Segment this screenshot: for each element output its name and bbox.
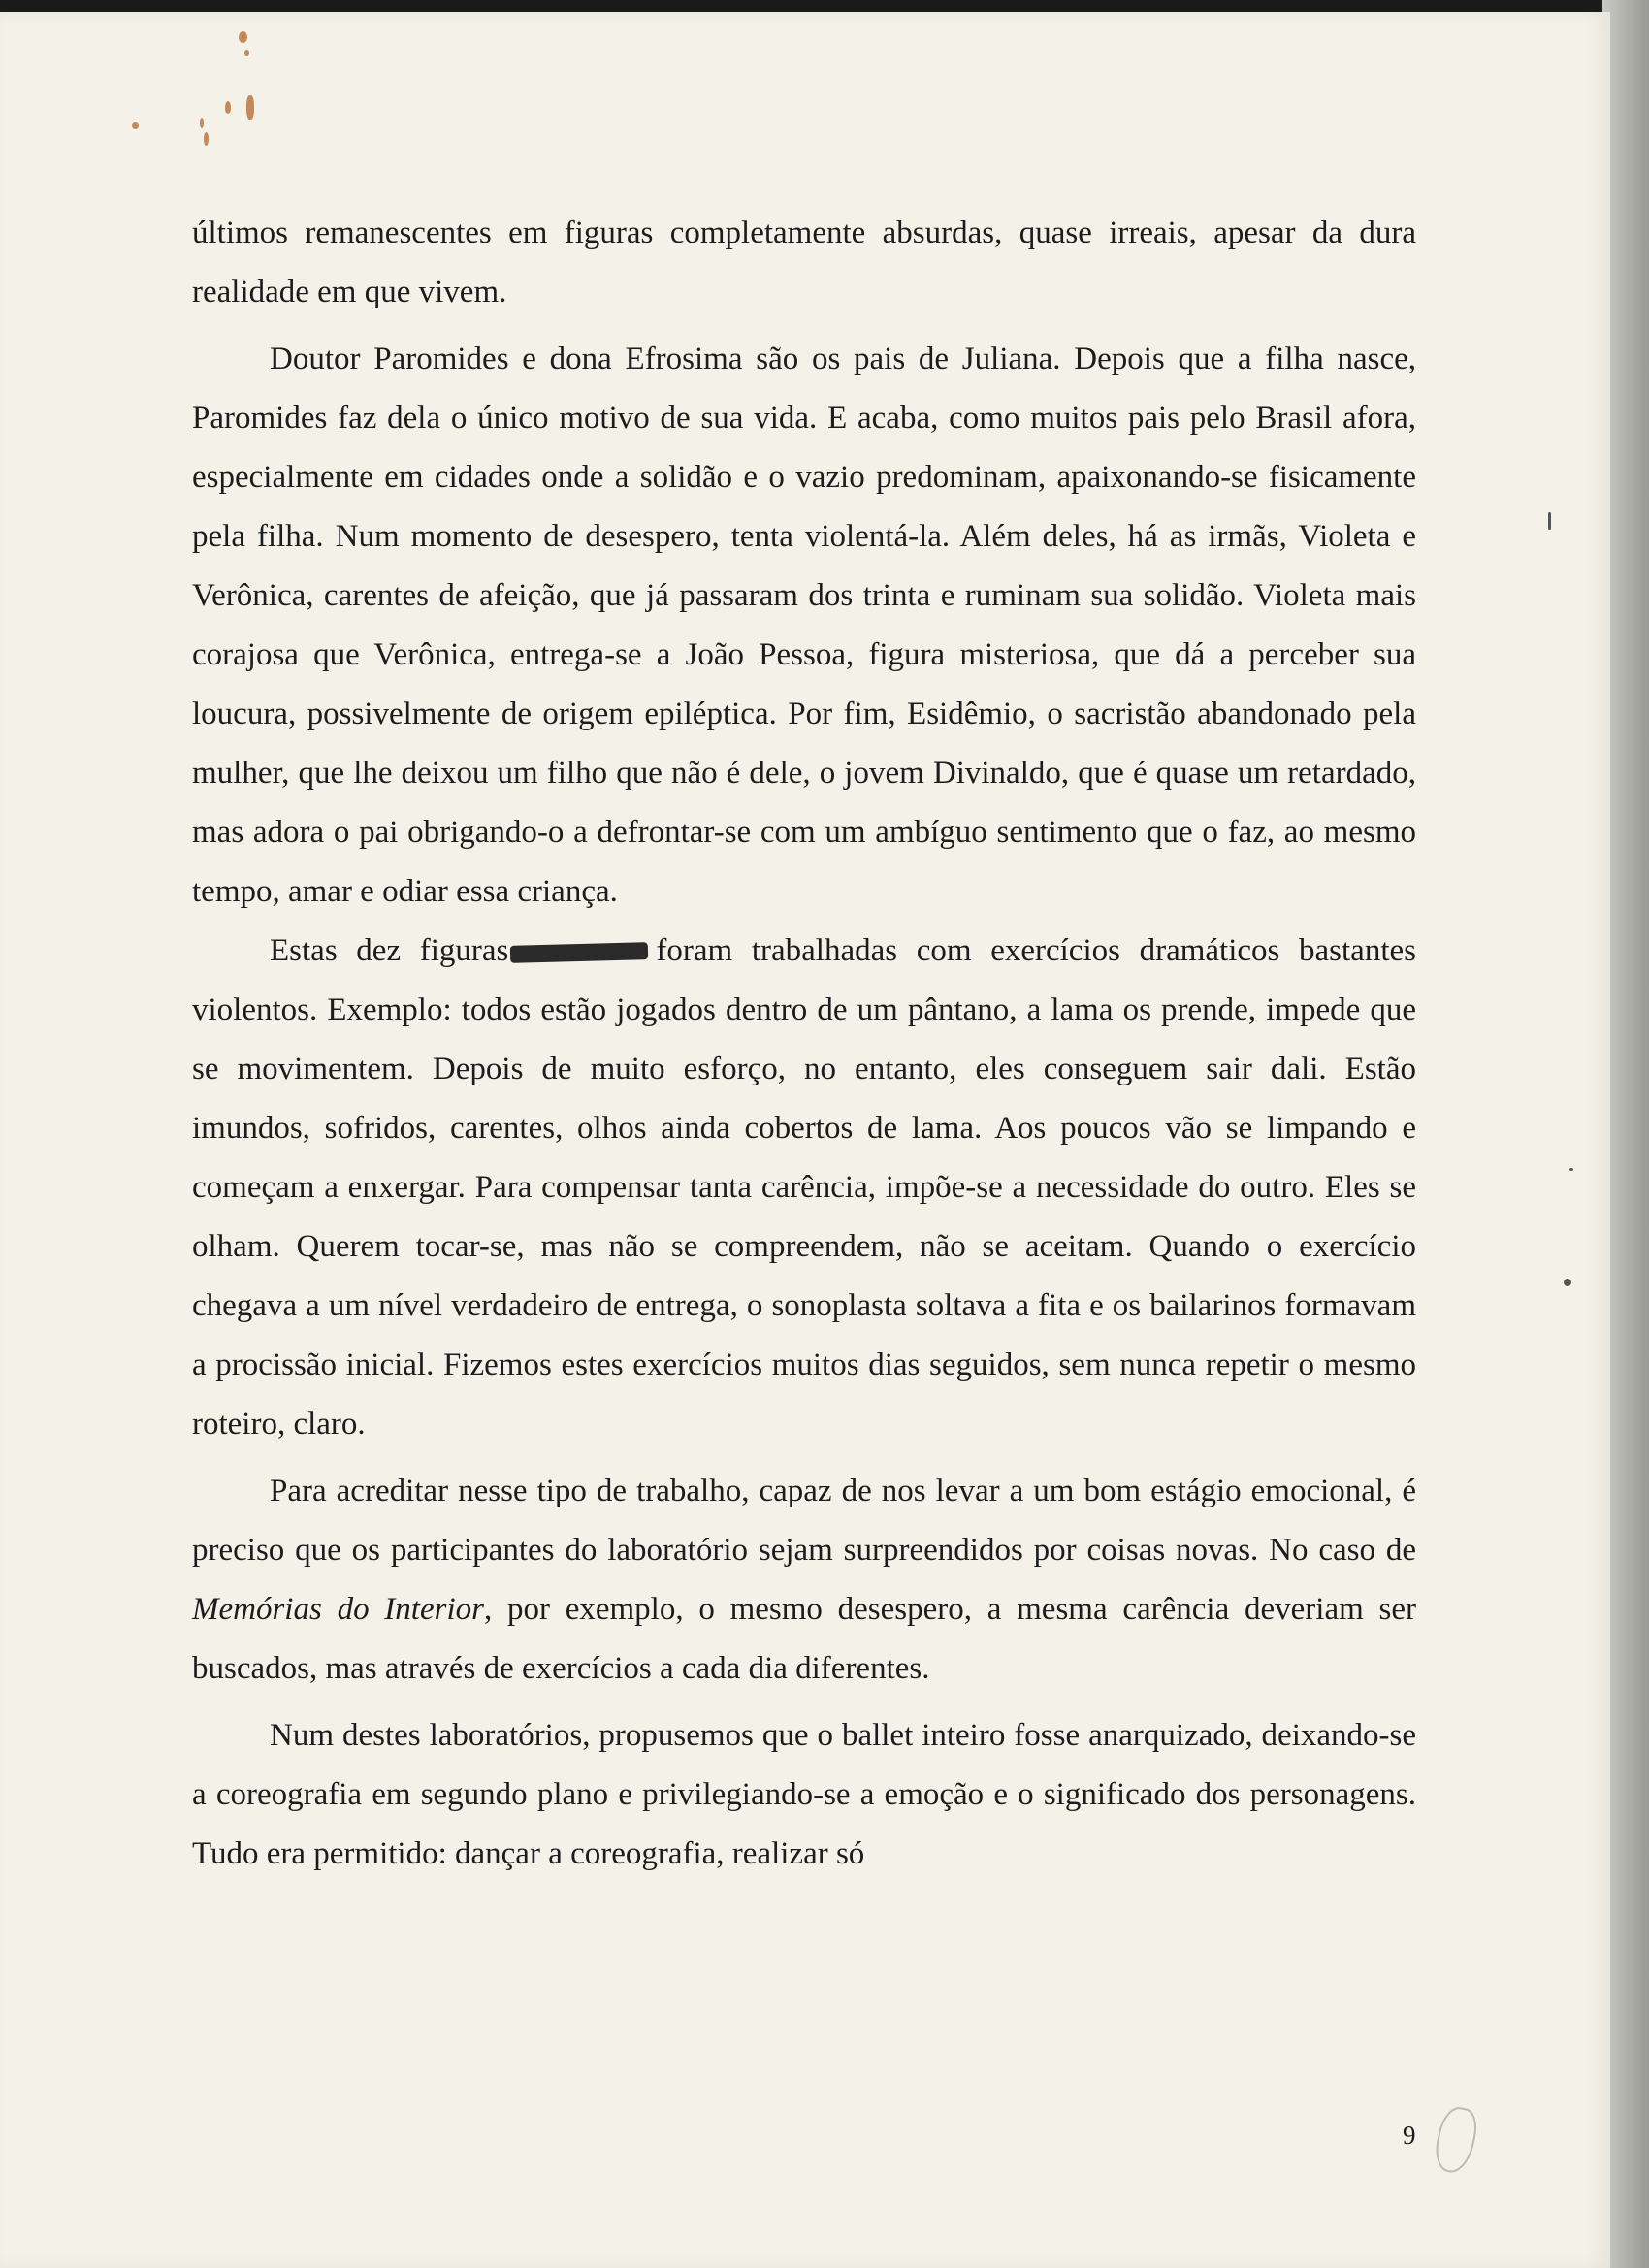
paragraph: últimos remanescentes em figuras completamente absurdas, quase irreais, apesar da dura realidade em que vivem. (192, 215, 1416, 309)
rust-stain (200, 118, 204, 128)
rust-stain (132, 122, 139, 129)
paragraph (192, 1462, 1416, 1699)
rust-stain (239, 31, 247, 43)
body-text (192, 204, 1416, 1884)
pencil-annotation (1431, 2104, 1480, 2176)
paragraph-text-before-redaction: Estas dez figuras (270, 933, 509, 968)
scan-speck (1564, 1279, 1571, 1286)
work-title-italic: Memórias do Interior (192, 1592, 484, 1627)
rust-stain (225, 101, 231, 114)
rust-stain (204, 132, 209, 146)
document-page (0, 12, 1610, 2268)
scan-speck (1569, 1168, 1573, 1171)
paragraph: Doutor Paromides e dona Efrosima são os pais de Juliana. Depois que a filha nasce, Paromides faz dela o único motivo de sua vida. E acaba, como muitos pais pelo Brasil afora, especialmente em cidades onde a solidão e o vazio predominam, apaixonando-se fisicamente pela filha. Num momento de desespero, tenta violentá-la. Além deles, há as irmãs, Violeta e Verônica, carentes de afeição, que já passaram dos trinta e ruminam sua solidão. Violeta mais corajosa que Verônica, entrega-se a João Pessoa, figura misteriosa, que dá a perceber sua loucura, possivelmente de origem epiléptica. Por fim, Esidêmio, o sacristão abandonado pela mulher, que lhe deixou um filho que não é dele, o jovem Divinaldo, que é quase um retardado, mas adora o pai obrigando-o a defrontar-se com um ambíguo sentimento que o faz, ao mesmo tempo, amar e odiar essa criança. (192, 341, 1416, 909)
paragraph-text: , por exemplo, o mesmo desespero, a mesma carência deveriam ser buscados, mas através de exercícios a cada dia diferentes. (192, 1592, 1416, 1686)
page-number: 9 (1403, 2121, 1416, 2150)
redacted-text (510, 943, 648, 964)
rust-stain (244, 50, 249, 56)
paragraph: Num destes laboratórios, propusemos que o ballet inteiro fosse anarquizado, deixando-se a coreografia em segundo plano e privilegiando-se a emoção e o significado dos personagens. Tudo era permitido: dançar a coreografia, realizar só (192, 1718, 1416, 1871)
rust-stain (246, 95, 254, 120)
paragraph (192, 922, 1416, 1454)
paragraph-text: Para acreditar nesse tipo de trabalho, capaz de nos levar a um bom estágio emocional, é preciso que os participantes do laboratório sejam surpreendidos por coisas novas. No caso de (192, 1474, 1416, 1568)
scan-speck (1548, 512, 1551, 530)
paragraph-text-after-redaction: foram trabalhadas com exercícios dramáticos bastantes violentos. Exemplo: todos estão jogados dentro de um pântano, a lama os prende, impede que se movimentem. Depois de muito esforço, no entanto, eles conseguem sair dali. Estão imundos, sofridos, carentes, olhos ainda cobertos de lama. Aos poucos vão se limpando e começam a enxergar. Para compensar tanta carência, impõe-se a necessidade do outro. Eles se olham. Querem tocar-se, mas não se compreendem, não se aceitam. Quando o exercício chegava a um nível verdadeiro de entrega, o sonoplasta soltava a fita e os bailarinos formavam a procissão inicial. Fizemos estes exercícios muitos dias seguidos, sem nunca repetir o mesmo roteiro, claro. (192, 933, 1416, 1442)
